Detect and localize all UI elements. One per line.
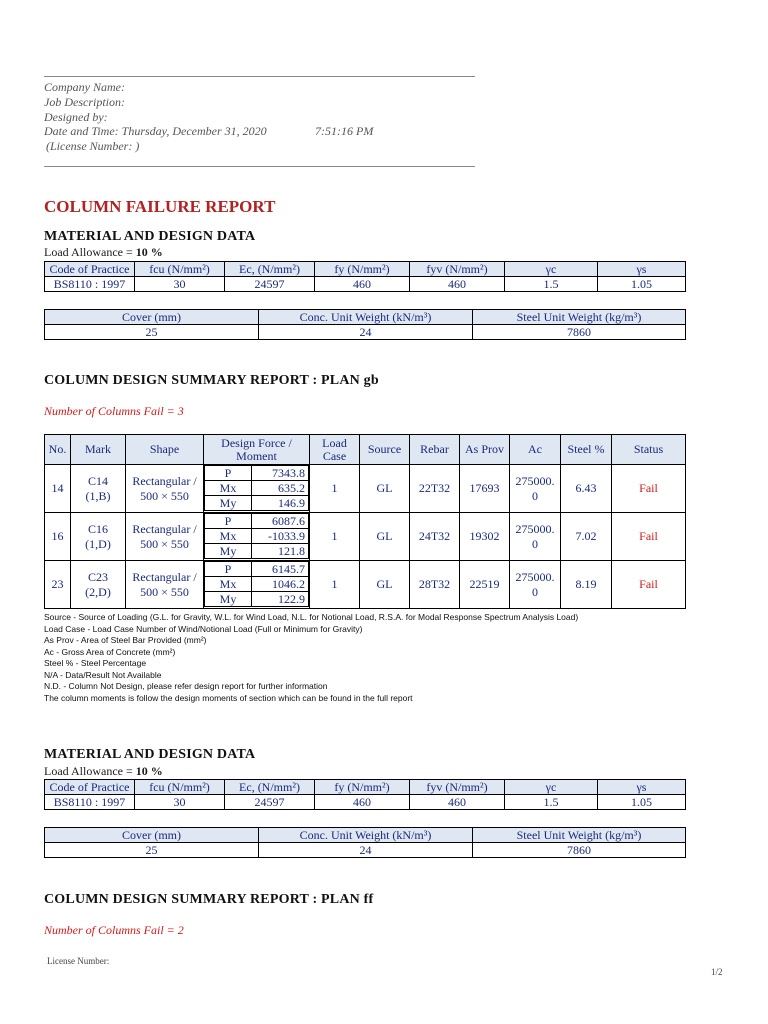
header-steel-weight: Steel Unit Weight (kg/m³) bbox=[473, 310, 686, 325]
shape-type: Rectangular / bbox=[132, 473, 197, 488]
row-shape bbox=[126, 561, 204, 609]
ac-line1: 275000. bbox=[515, 473, 555, 488]
header-steel-weight: Steel Unit Weight (kg/m³) bbox=[473, 828, 686, 843]
fail-count-2: Number of Columns Fail = 2 bbox=[44, 923, 184, 937]
header-top-rule bbox=[44, 76, 475, 77]
row-status: Fail bbox=[612, 561, 686, 609]
force-value-my: 146.9 bbox=[252, 496, 309, 511]
header-gamma-s: γs bbox=[598, 262, 686, 277]
summary-title-2: COLUMN DESIGN SUMMARY REPORT : PLAN ff bbox=[44, 892, 374, 907]
row-as-prov: 22519 bbox=[460, 561, 510, 609]
header-fyv: fyv (N/mm²) bbox=[410, 262, 505, 277]
row-mark bbox=[71, 561, 126, 609]
header-fcu: fcu (N/mm²) bbox=[135, 262, 225, 277]
row-no: 23 bbox=[45, 561, 71, 609]
job-description: Job Description: bbox=[44, 95, 125, 109]
header-ec: Ec, (N/mm²) bbox=[225, 262, 315, 277]
note-source: Source - Source of Loading (G.L. for Gravity, W.L. for Wind Load, N.L. for Notional Load, R.S.A. for Modal Response Spectrum Analysis Load) bbox=[44, 612, 579, 622]
mark-id: C14 bbox=[87, 473, 108, 488]
force-label-mx: Mx bbox=[205, 481, 252, 496]
header-gamma-c: γc bbox=[505, 262, 598, 277]
row-source: GL bbox=[360, 513, 410, 561]
row-as-prov: 19302 bbox=[460, 513, 510, 561]
header-ec: Ec, (N/mm²) bbox=[225, 780, 315, 795]
notes-block bbox=[44, 612, 578, 704]
row-load-case: 1 bbox=[310, 465, 360, 513]
header-conc-weight: Conc. Unit Weight (kN/m³) bbox=[259, 828, 473, 843]
row-steel: 7.02 bbox=[561, 513, 612, 561]
load-allowance-value: 10 % bbox=[135, 245, 163, 259]
row-ac bbox=[510, 561, 561, 609]
note-na: N/A - Data/Result Not Available bbox=[44, 669, 162, 680]
ac-line2: 0 bbox=[532, 536, 538, 551]
row-mark bbox=[71, 465, 126, 513]
value-fy: 460 bbox=[315, 795, 410, 810]
force-value-p: 7343.8 bbox=[252, 466, 309, 481]
col-rebar: Rebar bbox=[410, 435, 460, 465]
header-fy: fy (N/mm²) bbox=[315, 780, 410, 795]
value-steel-weight: 7860 bbox=[473, 325, 686, 340]
value-fyv: 460 bbox=[410, 795, 505, 810]
row-mark bbox=[71, 513, 126, 561]
row-steel: 8.19 bbox=[561, 561, 612, 609]
note-as-prov: As Prov - Area of Steel Bar Provided (mm²) bbox=[44, 635, 207, 645]
clock-time: 7:51:16 PM bbox=[315, 124, 374, 138]
date-time: Date and Time: Thursday, December 31, 2020 bbox=[44, 124, 267, 138]
note-ac: Ac - Gross Area of Concrete (mm²) bbox=[44, 646, 176, 657]
header-code: Code of Practice bbox=[45, 780, 135, 795]
row-rebar: 24T32 bbox=[410, 513, 460, 561]
ac-line2: 0 bbox=[532, 584, 538, 599]
header-gamma-s: γs bbox=[598, 780, 686, 795]
header-bottom-rule bbox=[44, 166, 475, 167]
row-status: Fail bbox=[612, 513, 686, 561]
value-cover: 25 bbox=[45, 843, 259, 858]
value-fyv: 460 bbox=[410, 277, 505, 292]
col-load-case: Load Case bbox=[310, 435, 360, 465]
row-as-prov: 17693 bbox=[460, 465, 510, 513]
force-label-mx: Mx bbox=[205, 529, 252, 544]
shape-size: 500 × 550 bbox=[140, 536, 189, 551]
designed-by: Designed by: bbox=[44, 110, 108, 124]
load-allowance-value: 10 % bbox=[135, 764, 163, 778]
cover-table-2 bbox=[44, 827, 686, 858]
value-conc-weight: 24 bbox=[259, 325, 473, 340]
footer-license: License Number: bbox=[47, 956, 110, 966]
table-row bbox=[45, 561, 686, 609]
note-nd: N.D. - Column Not Design, please refer design report for further information bbox=[44, 681, 328, 691]
load-allowance-2 bbox=[44, 764, 163, 779]
force-value-mx: 1046.2 bbox=[252, 577, 309, 592]
table-row bbox=[45, 465, 686, 513]
note-steel: Steel % - Steel Percentage bbox=[44, 658, 147, 668]
mark-grid: (1,B) bbox=[85, 488, 111, 503]
col-force: Design Force / Moment bbox=[204, 435, 310, 465]
mark-grid: (1,D) bbox=[85, 536, 111, 551]
material-table-2 bbox=[44, 779, 686, 810]
header-fyv: fyv (N/mm²) bbox=[410, 780, 505, 795]
force-table bbox=[204, 561, 309, 607]
value-ec: 24597 bbox=[225, 277, 315, 292]
force-value-my: 122.9 bbox=[252, 592, 309, 607]
force-label-p: P bbox=[205, 466, 252, 481]
value-fcu: 30 bbox=[135, 795, 225, 810]
col-shape: Shape bbox=[126, 435, 204, 465]
col-steel: Steel % bbox=[561, 435, 612, 465]
ac-line1: 275000. bbox=[515, 569, 555, 584]
load-allowance-label: Load Allowance = bbox=[44, 245, 136, 259]
force-label-my: My bbox=[205, 544, 252, 559]
col-as-prov: As Prov bbox=[460, 435, 510, 465]
material-table-1 bbox=[44, 261, 686, 292]
page-number: 1/2 bbox=[711, 967, 723, 977]
row-force bbox=[204, 561, 310, 609]
row-source: GL bbox=[360, 561, 410, 609]
note-load-case: Load Case - Load Case Number of Wind/Notional Load (Full or Minimum for Gravity) bbox=[44, 623, 363, 634]
value-fcu: 30 bbox=[135, 277, 225, 292]
row-no: 16 bbox=[45, 513, 71, 561]
header-cover: Cover (mm) bbox=[45, 310, 259, 325]
mark-id: C16 bbox=[87, 521, 108, 536]
license-number: (License Number: ) bbox=[46, 139, 140, 153]
mark-id: C23 bbox=[87, 569, 108, 584]
header-conc-weight: Conc. Unit Weight (kN/m³) bbox=[259, 310, 473, 325]
row-ac bbox=[510, 513, 561, 561]
value-cover: 25 bbox=[45, 325, 259, 340]
col-status: Status bbox=[612, 435, 686, 465]
row-load-case: 1 bbox=[310, 561, 360, 609]
value-code: BS8110 : 1997 bbox=[45, 795, 135, 810]
value-gamma-s: 1.05 bbox=[598, 277, 686, 292]
header-fy: fy (N/mm²) bbox=[315, 262, 410, 277]
value-ec: 24597 bbox=[225, 795, 315, 810]
mark-grid: (2,D) bbox=[85, 584, 111, 599]
cover-table-1 bbox=[44, 309, 686, 340]
table-row bbox=[45, 513, 686, 561]
col-mark: Mark bbox=[71, 435, 126, 465]
value-gamma-s: 1.05 bbox=[598, 795, 686, 810]
shape-type: Rectangular / bbox=[132, 521, 197, 536]
row-shape bbox=[126, 513, 204, 561]
material-title-1: MATERIAL AND DESIGN DATA bbox=[44, 229, 256, 244]
material-title-2: MATERIAL AND DESIGN DATA bbox=[44, 747, 256, 762]
ac-line2: 0 bbox=[532, 488, 538, 503]
row-force bbox=[204, 465, 310, 513]
ac-line1: 275000. bbox=[515, 521, 555, 536]
force-value-mx: -1033.9 bbox=[252, 529, 309, 544]
shape-type: Rectangular / bbox=[132, 569, 197, 584]
force-label-my: My bbox=[205, 592, 252, 607]
company-name: Company Name: bbox=[44, 80, 125, 94]
value-steel-weight: 7860 bbox=[473, 843, 686, 858]
load-allowance-1 bbox=[44, 245, 163, 260]
force-value-my: 121.8 bbox=[252, 544, 309, 559]
report-title: COLUMN FAILURE REPORT bbox=[44, 197, 276, 216]
header-code: Code of Practice bbox=[45, 262, 135, 277]
row-rebar: 28T32 bbox=[410, 561, 460, 609]
load-allowance-label: Load Allowance = bbox=[44, 764, 136, 778]
value-conc-weight: 24 bbox=[259, 843, 473, 858]
row-rebar: 22T32 bbox=[410, 465, 460, 513]
row-steel: 6.43 bbox=[561, 465, 612, 513]
row-shape bbox=[126, 465, 204, 513]
value-code: BS8110 : 1997 bbox=[45, 277, 135, 292]
force-value-p: 6145.7 bbox=[252, 562, 309, 577]
note-moments: The column moments is follow the design moments of section which can be found in the full report bbox=[44, 692, 413, 703]
header-fcu: fcu (N/mm²) bbox=[135, 780, 225, 795]
row-source: GL bbox=[360, 465, 410, 513]
force-label-my: My bbox=[205, 496, 252, 511]
header-cover: Cover (mm) bbox=[45, 828, 259, 843]
force-label-p: P bbox=[205, 562, 252, 577]
row-no: 14 bbox=[45, 465, 71, 513]
shape-size: 500 × 550 bbox=[140, 584, 189, 599]
row-status: Fail bbox=[612, 465, 686, 513]
row-force bbox=[204, 513, 310, 561]
shape-size: 500 × 550 bbox=[140, 488, 189, 503]
value-gamma-c: 1.5 bbox=[505, 795, 598, 810]
force-value-p: 6087.6 bbox=[252, 514, 309, 529]
row-ac bbox=[510, 465, 561, 513]
force-table bbox=[204, 513, 309, 559]
value-fy: 460 bbox=[315, 277, 410, 292]
force-label-p: P bbox=[205, 514, 252, 529]
col-no: No. bbox=[45, 435, 71, 465]
force-value-mx: 635.2 bbox=[252, 481, 309, 496]
force-label-mx: Mx bbox=[205, 577, 252, 592]
col-ac: Ac bbox=[510, 435, 561, 465]
force-table bbox=[204, 465, 309, 511]
col-source: Source bbox=[360, 435, 410, 465]
header-gamma-c: γc bbox=[505, 780, 598, 795]
fail-count-1: Number of Columns Fail = 3 bbox=[44, 404, 184, 418]
value-gamma-c: 1.5 bbox=[505, 277, 598, 292]
row-load-case: 1 bbox=[310, 513, 360, 561]
summary-table-1 bbox=[44, 434, 686, 609]
summary-title-1: COLUMN DESIGN SUMMARY REPORT : PLAN gb bbox=[44, 373, 379, 388]
